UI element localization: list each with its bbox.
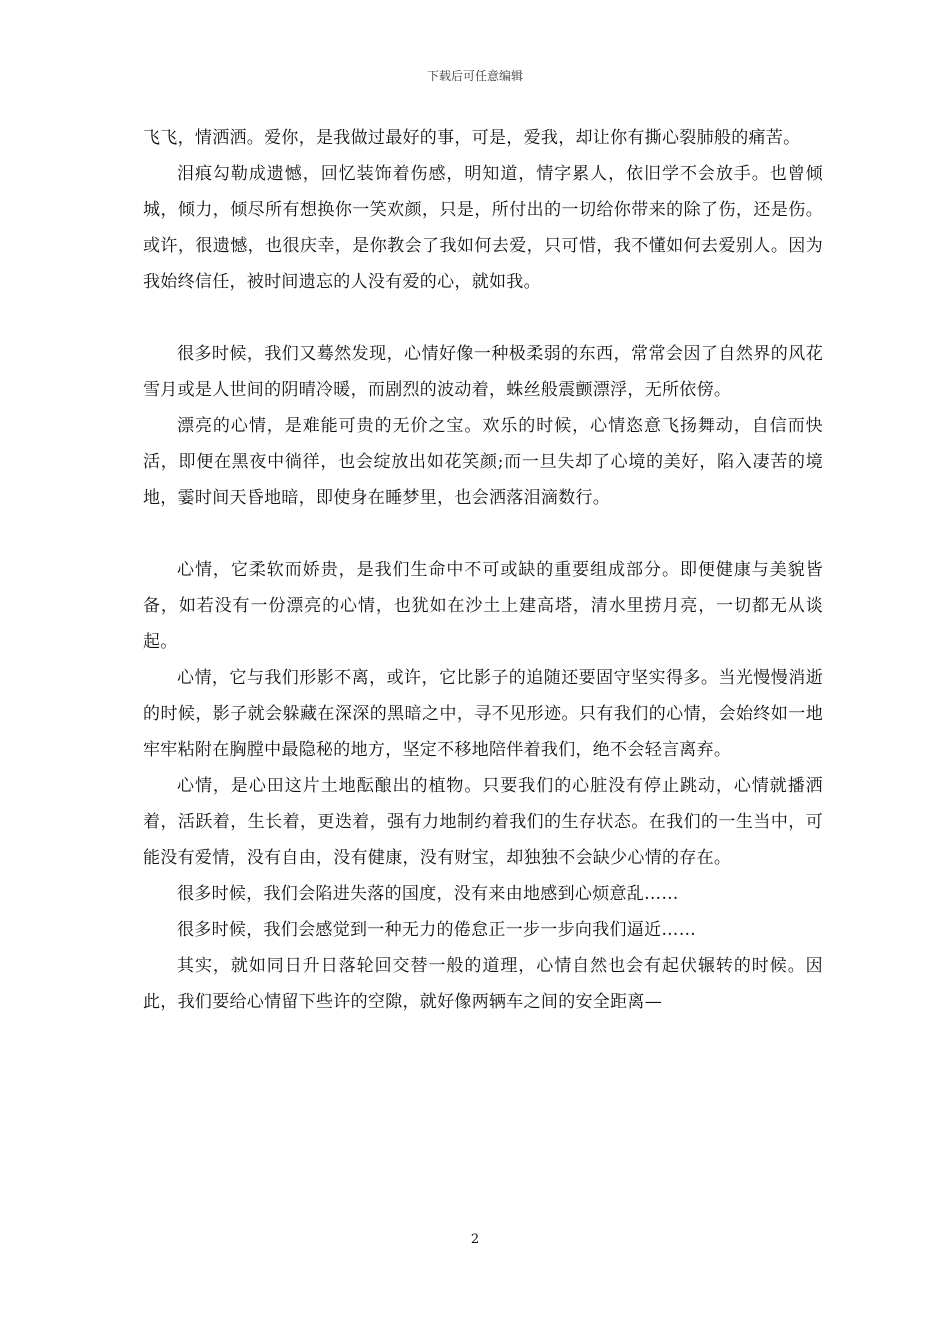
paragraph-2: 泪痕勾勒成遗憾，回忆装饰着伤感，明知道，情字累人，依旧学不会放手。也曾倾城，倾力，倾尽所有想换你一笑欢颜，只是，所付出的一切给你带来的除了伤，还是伤。或许，很遗憾，也很庆幸，是你教会了我如何去爱，只可惜，我不懂如何去爱别人。因为我始终信任，被时间遗忘的人没有爱的心，就如我。 [143, 164, 823, 292]
paragraph-7: 心情，是心田这片土地酝酿出的植物。只要我们的心脏没有停止跳动，心情就播洒着，活跃着，生长着，更迭着，强有力地制约着我们的生存状态。在我们的一生当中，可能没有爱情，没有自由，没有健康，没有财宝，却独独不会缺少心情的存在。 [143, 776, 823, 868]
paragraph-8: 很多时候，我们会陷进失落的国度，没有来由地感到心烦意乱…… [177, 884, 679, 904]
paragraph-6: 心情，它与我们形影不离，或许，它比影子的追随还要固守坚实得多。当光慢慢消逝的时候，影子就会躲藏在深深的黑暗之中，寻不见形迹。只有我们的心情，会始终如一地牢牢粘附在胸膛中最隐秘的地方，坚定不移地陪伴着我们，绝不会轻言离弃。 [143, 668, 823, 760]
page-number: 2 [470, 1232, 480, 1247]
paragraph-10: 其实，就如同日升日落轮回交替一般的道理，心情自然也会有起伏辗转的时候。因此，我们要给心情留下些许的空隙，就好像两辆车之间的安全距离— [143, 956, 823, 1012]
paragraph-gap [143, 516, 823, 552]
paragraph-1: 飞飞，情洒洒。爱你，是我做过最好的事，可是，爱我，却让你有撕心裂肺般的痛苦。 [143, 128, 801, 148]
paragraph-gap [143, 300, 823, 336]
paragraph-9: 很多时候，我们会感觉到一种无力的倦怠正一步一步向我们逼近…… [177, 920, 696, 940]
document-body [143, 120, 823, 1020]
paragraph-5: 心情，它柔软而娇贵，是我们生命中不可或缺的重要组成部分。即便健康与美貌皆备，如若没有一份漂亮的心情，也犹如在沙土上建高塔，清水里捞月亮，一切都无从谈起。 [143, 560, 823, 652]
page-header: 下载后可任意编辑 [426, 69, 523, 83]
paragraph-3: 很多时候，我们又蓦然发现，心情好像一种极柔弱的东西，常常会因了自然界的风花雪月或是人世间的阴晴冷暖，而剧烈的波动着，蛛丝般震颤漂浮，无所依傍。 [143, 344, 823, 400]
paragraph-4: 漂亮的心情，是难能可贵的无价之宝。欢乐的时候，心情恣意飞扬舞动，自信而快活，即便在黑夜中徜徉，也会绽放出如花笑颜;而一旦失却了心境的美好，陷入凄苦的境地，霎时间天昏地暗，即使身在睡梦里，也会洒落泪滴数行。 [143, 416, 823, 508]
